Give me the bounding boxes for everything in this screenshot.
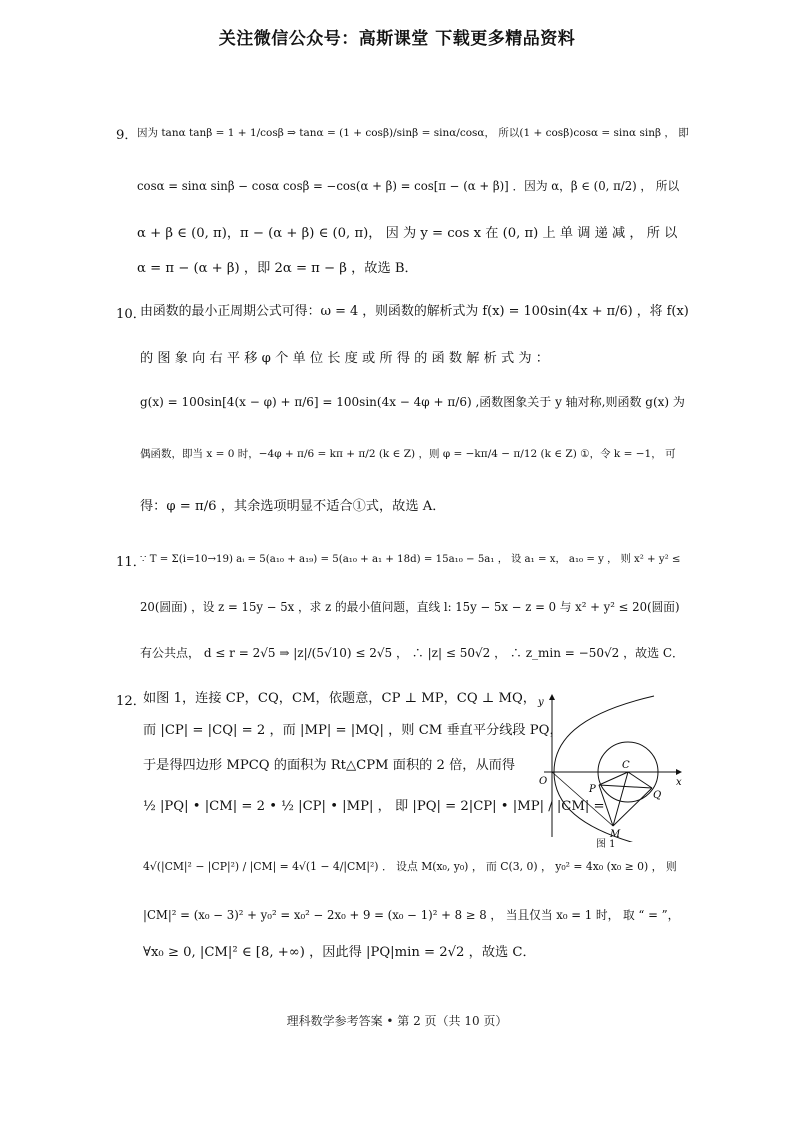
- line-mq: [613, 788, 652, 826]
- problem-10-line-2: 的 图 象 向 右 平 移 φ 个 单 位 长 度 或 所 得 的 函 数 解 析 式 为 ：: [140, 351, 549, 366]
- label-m: M: [610, 829, 621, 840]
- problem-9-line-2: cosα = sinα sinβ − cosα cosβ = −cos(α + β) = cos[π − (α + β)] ．因为 α，β ∈ (0, π/2) ， 所以: [137, 179, 680, 193]
- problem-9-number: 9．: [116, 128, 138, 143]
- page-banner: 关注微信公众号：高斯课堂 下载更多精品资料: [218, 29, 576, 49]
- problem-10-line-1: 由函数的最小正周期公式可得：ω = 4 ，则函数的解析式为 f(x) = 100sin(4x + π/6) ，将 f(x): [140, 304, 689, 319]
- line-cp: [599, 772, 628, 785]
- line-pq: [599, 785, 652, 788]
- problem-9-line-3: α + β ∈ (0, π)，π − (α + β) ∈ (0, π)， 因 为 y = cos x 在 (0, π) 上 单 调 递 减 ， 所 以: [137, 226, 678, 241]
- label-origin: O: [539, 776, 548, 787]
- page-footer: 理科数学参考答案 • 第 2 页（共 10 页）: [286, 1014, 508, 1028]
- problem-10-line-4: 偶函数，即当 x = 0 时，−4φ + π/6 = kπ + π/2 (k ∈ Z) ，则 φ = −kπ/4 − π/12 (k ∈ Z) ①，令 k = −1， 可: [140, 448, 676, 460]
- label-y: y: [538, 697, 544, 708]
- problem-12-line-6: |CM|² = (x₀ − 3)² + y₀² = x₀² − 2x₀ + 9 = (x₀ − 1)² + 8 ≥ 8 ， 当且仅当 x₀ = 1 时， 取 “ = ”，: [143, 908, 680, 922]
- label-x: x: [676, 777, 682, 788]
- figure-caption: 图 1: [596, 839, 616, 850]
- line-cq: [628, 772, 652, 788]
- figure-1-diagram: [536, 692, 686, 842]
- problem-10-number: 10．: [116, 307, 146, 322]
- y-axis-arrow-icon: [549, 694, 555, 700]
- problem-9-line-1: 因为 tanα tanβ = 1 + 1/cosβ ⇒ tanα = (1 + cosβ)/sinβ = sinα/cosα， 所以(1 + cosβ)cosα = sinα sinβ ， 即: [137, 127, 689, 139]
- label-p: P: [589, 784, 596, 795]
- parabola-curve: [554, 696, 654, 842]
- problem-12-number: 12．: [116, 694, 146, 709]
- problem-11-line-2: 20(圆面) ，设 z = 15y − 5x ，求 z 的最小值问题，直线 l: 15y − 5x − z = 0 与 x² + y² ≤ 20(圆面): [140, 600, 680, 614]
- problem-11-line-3: 有公共点， d ≤ r = 2√5 ⇒ |z|/(5√10) ≤ 2√5 ， ∴ |z| ≤ 50√2 ， ∴ z_min = −50√2 ，故选 C．: [140, 646, 685, 660]
- problem-10-line-3: g(x) = 100sin[4(x − φ) + π/6] = 100sin(4x − 4φ + π/6) ,函数图象关于 y 轴对称,则函数 g(x) 为: [140, 395, 685, 409]
- problem-10-line-5: 得：φ = π/6 ，其余选项明显不适合①式，故选 A．: [140, 499, 446, 514]
- problem-12-line-4: ½ |PQ| • |CM| = 2 • ½ |CP| • |MP| ， 即 |PQ| = 2|CP| • |MP| / |CM| =: [143, 799, 605, 814]
- problem-12-line-2: 而 |CP| = |CQ| = 2 ，而 |MP| = |MQ| ，则 CM 垂直平分线段 PQ，: [143, 723, 563, 738]
- label-q: Q: [653, 790, 662, 801]
- problem-9-line-4: α = π − (α + β) ，即 2α = π − β ，故选 B．: [137, 261, 418, 276]
- problem-11-number: 11．: [116, 555, 146, 570]
- problem-12-line-1: 如图 1，连接 CP，CQ，CM，依题意，CP ⊥ MP，CQ ⊥ MQ，: [143, 691, 536, 706]
- problem-11-line-1: ∵ T = Σ(i=10→19) aᵢ = 5(a₁₀ + a₁₉) = 5(a₁₀ + a₁ + 18d) = 15a₁₀ − 5a₁ ， 设 a₁ = x， a₁₀ = y ， 则 x² + y² ≤: [140, 554, 681, 565]
- label-c: C: [622, 760, 630, 771]
- x-axis-arrow-icon: [676, 769, 682, 775]
- problem-12-line-7: ∀x₀ ≥ 0, |CM|² ∈ [8, +∞) ，因此得 |PQ|min = 2√2 ，故选 C．: [143, 945, 536, 960]
- problem-12-line-5: 4√(|CM|² − |CP|²) / |CM| = 4√(1 − 4/|CM|²) ． 设点 M(x₀, y₀) ， 而 C(3, 0) ， y₀² = 4x₀ (x₀ ≥ 0) ， 则: [143, 860, 677, 873]
- problem-12-line-3: 于是得四边形 MPCQ 的面积为 Rt△CPM 面积的 2 倍，从而得: [143, 758, 516, 773]
